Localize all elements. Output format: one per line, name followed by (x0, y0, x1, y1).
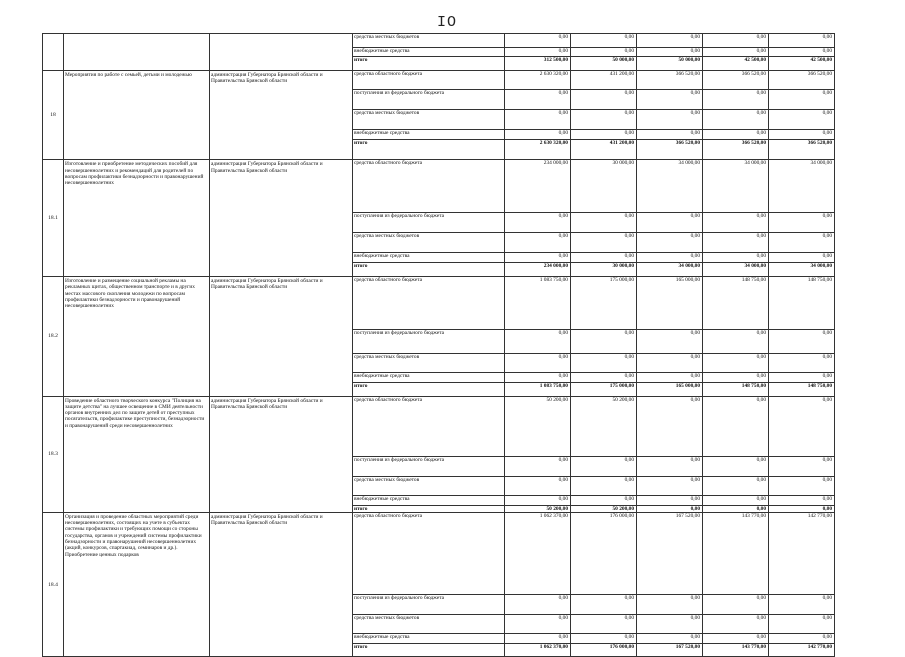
amount-cell: 0,00 (637, 34, 703, 48)
item-executor: администрация Губернатора Брянской области и Правительства Брянской области (210, 70, 353, 160)
amount-cell: 0,00 (505, 90, 571, 110)
amount-cell: 0,00 (703, 614, 769, 633)
amount-cell: 0,00 (769, 614, 835, 633)
amount-cell: 0,00 (637, 353, 703, 372)
amount-cell: 0,00 (637, 233, 703, 253)
amount-cell: 0,00 (769, 505, 835, 512)
budget-table-body (43, 34, 835, 657)
funding-source: средства местных бюджетов (353, 353, 505, 372)
amount-cell: 0,00 (637, 372, 703, 382)
amount-cell: 0,00 (769, 213, 835, 233)
amount-cell: 366 520,00 (769, 140, 835, 160)
amount-cell: 30 000,00 (571, 263, 637, 277)
amount-cell: 431 200,00 (571, 70, 637, 90)
amount-cell: 165 000,00 (637, 382, 703, 396)
amount-cell: 0,00 (703, 213, 769, 233)
amount-cell: 34 000,00 (703, 160, 769, 213)
funding-source: внебюджетные средства (353, 633, 505, 643)
amount-cell: 34 000,00 (769, 160, 835, 213)
table-row (43, 70, 835, 90)
amount-cell: 0,00 (703, 396, 769, 456)
amount-cell: 366 520,00 (703, 70, 769, 90)
amount-cell: 0,00 (571, 34, 637, 48)
amount-cell: 0,00 (769, 110, 835, 130)
amount-cell: 148 750,00 (769, 382, 835, 396)
amount-cell: 0,00 (637, 396, 703, 456)
amount-cell: 0,00 (637, 476, 703, 495)
amount-cell: 0,00 (637, 633, 703, 643)
amount-cell: 143 770,00 (703, 512, 769, 594)
funding-source: поступления из федерального бюджета (353, 456, 505, 476)
amount-cell: 0,00 (571, 213, 637, 233)
table-row (43, 396, 835, 456)
amount-cell: 0,00 (571, 476, 637, 495)
item-description: Изготовление и приобретение методических пособий для несовершеннолетних и рекомендаций для родителей по вопросам профилактики безнадзорности и правонарушений несовершеннолетних (64, 160, 210, 277)
amount-cell: 0,00 (571, 90, 637, 110)
amount-cell: 148 750,00 (769, 276, 835, 329)
funding-source: поступления из федерального бюджета (353, 213, 505, 233)
amount-cell: 0,00 (769, 633, 835, 643)
amount-cell: 0,00 (703, 34, 769, 48)
amount-cell: 0,00 (637, 110, 703, 130)
amount-cell: 0,00 (505, 110, 571, 130)
amount-cell: 0,00 (769, 396, 835, 456)
amount-cell: 0,00 (769, 456, 835, 476)
amount-cell: 0,00 (505, 495, 571, 505)
amount-cell: 0,00 (703, 253, 769, 263)
funding-source: средства местных бюджетов (353, 110, 505, 130)
funding-source: внебюджетные средства (353, 253, 505, 263)
amount-cell: 0,00 (571, 456, 637, 476)
amount-cell: 50 200,00 (505, 396, 571, 456)
amount-cell: 50 200,00 (571, 505, 637, 512)
funding-source: средства областного бюджета (353, 512, 505, 594)
funding-source: итого (353, 382, 505, 396)
amount-cell: 0,00 (571, 110, 637, 130)
amount-cell: 1 083 750,00 (505, 382, 571, 396)
amount-cell: 0,00 (769, 48, 835, 57)
table-row (43, 512, 835, 594)
amount-cell: 142 770,00 (769, 643, 835, 657)
amount-cell: 0,00 (505, 614, 571, 633)
amount-cell: 0,00 (505, 456, 571, 476)
amount-cell: 34 000,00 (703, 263, 769, 277)
page-number: IO (437, 14, 458, 31)
amount-cell: 0,00 (769, 495, 835, 505)
amount-cell: 0,00 (703, 633, 769, 643)
amount-cell: 176 000,00 (571, 643, 637, 657)
amount-cell: 0,00 (505, 633, 571, 643)
amount-cell: 0,00 (703, 353, 769, 372)
item-executor: администрация Губернатора Брянской области и Правительства Брянской области (210, 396, 353, 512)
amount-cell: 0,00 (637, 495, 703, 505)
amount-cell: 1 062 370,00 (505, 643, 571, 657)
amount-cell: 0,00 (769, 329, 835, 353)
amount-cell: 0,00 (505, 594, 571, 614)
funding-source: итого (353, 57, 505, 71)
funding-source: итого (353, 505, 505, 512)
amount-cell: 0,00 (505, 253, 571, 263)
amount-cell: 366 520,00 (637, 70, 703, 90)
amount-cell: 176 000,00 (571, 512, 637, 594)
funding-source: поступления из федерального бюджета (353, 594, 505, 614)
funding-source: внебюджетные средства (353, 130, 505, 140)
amount-cell: 0,00 (571, 633, 637, 643)
amount-cell: 50 000,00 (637, 57, 703, 71)
funding-source: итого (353, 643, 505, 657)
amount-cell: 0,00 (703, 594, 769, 614)
amount-cell: 167 520,00 (637, 512, 703, 594)
amount-cell: 42 500,00 (769, 57, 835, 71)
table-row (43, 160, 835, 213)
amount-cell: 2 630 320,00 (505, 70, 571, 90)
amount-cell: 0,00 (703, 372, 769, 382)
amount-cell: 0,00 (637, 614, 703, 633)
item-code: 18.1 (43, 160, 64, 277)
funding-source: средства областного бюджета (353, 70, 505, 90)
item-executor: администрация Губернатора Брянской области и Правительства Брянской области (210, 512, 353, 657)
item-executor: администрация Губернатора Брянской области и Правительства Брянской области (210, 276, 353, 396)
amount-cell: 0,00 (769, 594, 835, 614)
amount-cell: 0,00 (505, 353, 571, 372)
amount-cell: 0,00 (637, 456, 703, 476)
amount-cell: 30 000,00 (571, 160, 637, 213)
amount-cell: 142 770,00 (769, 512, 835, 594)
amount-cell: 0,00 (703, 48, 769, 57)
amount-cell: 0,00 (505, 34, 571, 48)
amount-cell: 34 000,00 (637, 263, 703, 277)
funding-source: поступления из федерального бюджета (353, 329, 505, 353)
amount-cell: 165 000,00 (637, 276, 703, 329)
item-description (64, 34, 210, 71)
item-executor (210, 34, 353, 71)
amount-cell: 1 083 750,00 (505, 276, 571, 329)
funding-source: поступления из федерального бюджета (353, 90, 505, 110)
amount-cell: 366 520,00 (703, 140, 769, 160)
amount-cell: 0,00 (637, 253, 703, 263)
amount-cell: 0,00 (769, 233, 835, 253)
amount-cell: 42 500,00 (703, 57, 769, 71)
amount-cell: 0,00 (571, 614, 637, 633)
item-code (43, 34, 64, 71)
amount-cell: 0,00 (769, 34, 835, 48)
amount-cell: 143 770,00 (703, 643, 769, 657)
amount-cell: 234 000,00 (505, 263, 571, 277)
funding-source: средства местных бюджетов (353, 476, 505, 495)
item-code: 18.4 (43, 512, 64, 657)
item-description: Изготовление и размещение социальной рекламы на рекламных щитах, общественном транспорте и в других местах массового скопления молодежи по вопросам профилактики безнадзорности и правонарушений несовершеннолетних (64, 276, 210, 396)
funding-source: средства местных бюджетов (353, 34, 505, 48)
amount-cell: 2 630 320,00 (505, 140, 571, 160)
amount-cell: 0,00 (703, 130, 769, 140)
amount-cell: 0,00 (505, 233, 571, 253)
amount-cell: 0,00 (637, 505, 703, 512)
amount-cell: 175 000,00 (571, 382, 637, 396)
amount-cell: 0,00 (703, 90, 769, 110)
item-description: Организация и проведение областных мероприятий среди несовершеннолетних, состоящих на учете в субъектах системы профилактики и требующих помощи со стороны государства, органов и учреждений системы профилактики безнадзорности и правонарушений несовершеннолетних (акций, конкурсов, спартакиад, семинаров и др.). Приобретение ценных подарков (64, 512, 210, 657)
amount-cell: 0,00 (505, 329, 571, 353)
amount-cell: 0,00 (703, 456, 769, 476)
amount-cell: 0,00 (769, 372, 835, 382)
item-code: 18.2 (43, 276, 64, 396)
amount-cell: 0,00 (637, 130, 703, 140)
amount-cell: 0,00 (505, 476, 571, 495)
amount-cell: 0,00 (637, 48, 703, 57)
amount-cell: 1 062 370,00 (505, 512, 571, 594)
amount-cell: 0,00 (769, 253, 835, 263)
funding-source: средства областного бюджета (353, 396, 505, 456)
funding-source: средства областного бюджета (353, 276, 505, 329)
amount-cell: 0,00 (571, 594, 637, 614)
funding-source: средства местных бюджетов (353, 614, 505, 633)
amount-cell: 0,00 (703, 505, 769, 512)
amount-cell: 0,00 (769, 130, 835, 140)
item-code: 18.3 (43, 396, 64, 512)
amount-cell: 0,00 (571, 353, 637, 372)
amount-cell: 0,00 (571, 48, 637, 57)
amount-cell: 0,00 (703, 495, 769, 505)
amount-cell: 0,00 (505, 130, 571, 140)
amount-cell: 0,00 (571, 329, 637, 353)
amount-cell: 0,00 (703, 476, 769, 495)
amount-cell: 0,00 (637, 90, 703, 110)
amount-cell: 0,00 (769, 476, 835, 495)
item-description: Проведение областного творческого конкурса "Полиция на защите детства" на лучшее освещение в СМИ деятельности органов внутренних дел по защите детей от преступных посягательств, профилактике преступности, безнадзорности и правонарушений среди несовершеннолетних (64, 396, 210, 512)
amount-cell: 312 500,00 (505, 57, 571, 71)
amount-cell: 0,00 (571, 372, 637, 382)
amount-cell: 175 000,00 (571, 276, 637, 329)
amount-cell: 0,00 (769, 90, 835, 110)
amount-cell: 366 520,00 (637, 140, 703, 160)
funding-source: внебюджетные средства (353, 495, 505, 505)
amount-cell: 0,00 (505, 213, 571, 233)
amount-cell: 34 000,00 (637, 160, 703, 213)
amount-cell: 167 520,00 (637, 643, 703, 657)
amount-cell: 0,00 (703, 233, 769, 253)
amount-cell: 0,00 (703, 110, 769, 130)
amount-cell: 50 200,00 (505, 505, 571, 512)
amount-cell: 148 750,00 (703, 382, 769, 396)
amount-cell: 0,00 (637, 594, 703, 614)
amount-cell: 0,00 (571, 253, 637, 263)
amount-cell: 0,00 (571, 495, 637, 505)
amount-cell: 50 200,00 (571, 396, 637, 456)
amount-cell: 234 000,00 (505, 160, 571, 213)
amount-cell: 431 200,00 (571, 140, 637, 160)
amount-cell: 366 520,00 (769, 70, 835, 90)
amount-cell: 0,00 (637, 213, 703, 233)
item-description: Мероприятия по работе с семьей, детьми и молодежью (64, 70, 210, 160)
funding-source: внебюджетные средства (353, 48, 505, 57)
amount-cell: 0,00 (637, 329, 703, 353)
amount-cell: 0,00 (703, 329, 769, 353)
amount-cell: 0,00 (505, 372, 571, 382)
amount-cell: 0,00 (505, 48, 571, 57)
amount-cell: 0,00 (769, 353, 835, 372)
amount-cell: 34 000,00 (769, 263, 835, 277)
amount-cell: 50 000,00 (571, 57, 637, 71)
table-row (43, 34, 835, 48)
funding-source: средства местных бюджетов (353, 233, 505, 253)
item-executor: администрация Губернатора Брянской области и Правительства Брянской области (210, 160, 353, 277)
amount-cell: 148 750,00 (703, 276, 769, 329)
table-row (43, 276, 835, 329)
funding-source: итого (353, 263, 505, 277)
funding-source: внебюджетные средства (353, 372, 505, 382)
item-code: 18 (43, 70, 64, 160)
amount-cell: 0,00 (571, 233, 637, 253)
funding-source: средства областного бюджета (353, 160, 505, 213)
funding-source: итого (353, 140, 505, 160)
budget-table (42, 33, 835, 657)
amount-cell: 0,00 (571, 130, 637, 140)
